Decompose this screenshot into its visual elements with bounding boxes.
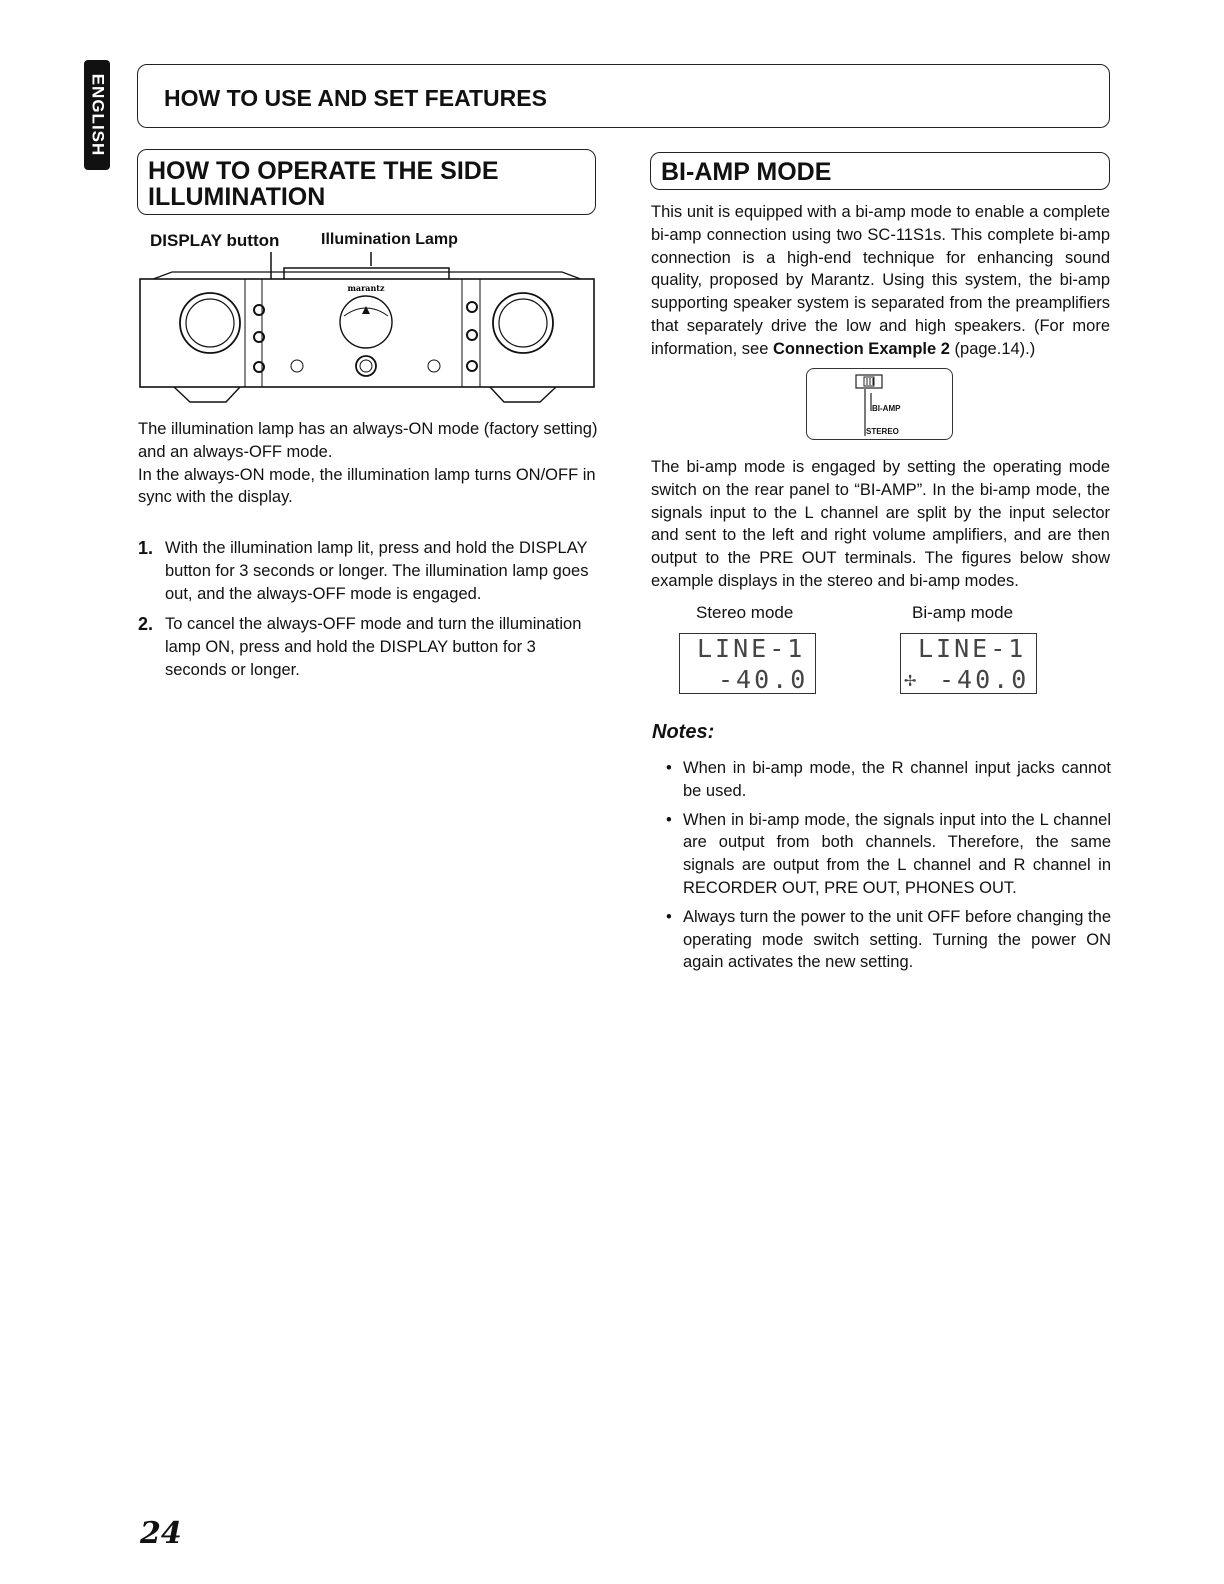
stereo-mode-label: Stereo mode xyxy=(696,603,794,622)
biamp-mode-display xyxy=(900,633,1037,694)
list-item: • Always turn the power to the unit OFF before changing the operating mode switch setting. Turning the power ON again activates the new setting. xyxy=(652,906,1111,974)
step-text: With the illumination lamp lit, press and hold the DISPLAY button for 3 seconds or longer. The illumination lamp goes out, and the always-OFF mode is engaged. xyxy=(165,539,589,603)
biamp-description xyxy=(651,456,1110,593)
section-title-line1: HOW TO OPERATE THE SIDE xyxy=(148,157,499,185)
step-text: To cancel the always-OFF mode and turn the illumination lamp ON, press and hold the DISPLAY button for 3 seconds or longer. xyxy=(165,615,582,679)
display-line-1: LINE-1 xyxy=(918,634,1027,663)
language-tab xyxy=(84,60,110,170)
illumination-steps xyxy=(138,537,598,690)
list-item xyxy=(138,613,598,681)
biamp-intro xyxy=(651,201,1110,361)
biamp-indicator-icon: ✢ xyxy=(904,667,920,691)
page-number: 24 xyxy=(140,1516,182,1551)
notes-list xyxy=(652,757,1111,980)
illumination-lamp-label: Illumination Lamp xyxy=(321,231,458,248)
section-heading-illumination xyxy=(137,149,596,215)
page-header xyxy=(137,64,1110,128)
connection-example-ref: Connection Example 2 xyxy=(772,339,950,358)
list-item: • When in bi-amp mode, the R channel input jacks cannot be used. xyxy=(652,757,1111,803)
biamp-description-text: The bi-amp mode is engaged by setting the operating mode switch on the rear panel to “BI-AMP”. In the bi-amp mode, the signals input to the L channel are split by the input selector and sent to the left and right volume amplifiers, and are then output to the PRE OUT terminals. The figures below show example displays in the stereo and bi-amp modes. xyxy=(651,458,1110,590)
display-line-2: -40.0 xyxy=(718,665,809,694)
switch-label-biamp: BI-AMP xyxy=(872,404,901,413)
biamp-intro-text: This unit is equipped with a bi-amp mode to enable a complete bi-amp connection using two SC-11S1s. This complete bi-amp connection is a high-end technique for enhancing sound quality, proposed by Marantz. Using this system, the bi-amp supporting speaker system is separated from the preamplifiers that separately drive the low and high speakers. (For more information, see xyxy=(651,203,1110,358)
page-title: HOW TO USE AND SET FEATURES xyxy=(164,85,547,111)
amplifier-front-panel-illustration xyxy=(138,250,598,410)
illumination-intro-2: In the always-ON mode, the illumination lamp turns ON/OFF in sync with the display. xyxy=(138,465,596,507)
stereo-mode-display xyxy=(679,633,816,694)
step-number: 2. xyxy=(138,614,154,635)
language-tab-label: ENGLISH xyxy=(88,73,107,157)
list-item xyxy=(138,537,598,605)
display-line-2: -40.0 xyxy=(939,665,1030,694)
illumination-intro-1: The illumination lamp has an always-ON mode (factory setting) and an always-OFF mode. xyxy=(138,420,598,461)
step-number: 1. xyxy=(138,538,154,558)
display-button-label: DISPLAY button xyxy=(150,231,280,250)
device-brand-text: marantz xyxy=(347,283,385,293)
display-line-1: LINE-1 xyxy=(697,634,806,663)
switch-label-stereo: STEREO xyxy=(866,427,899,436)
notes-title: Notes: xyxy=(652,721,715,743)
section-title-line2: ILLUMINATION xyxy=(148,183,326,211)
illumination-intro xyxy=(138,418,598,509)
section-heading-biamp xyxy=(650,152,1110,190)
biamp-mode-label: Bi-amp mode xyxy=(912,603,1014,622)
operating-mode-switch-illustration xyxy=(806,368,953,440)
biamp-intro-page-ref: (page.14).) xyxy=(949,339,1036,358)
section-title-biamp: BI-AMP MODE xyxy=(661,158,832,186)
list-item: • When in bi-amp mode, the signals input into the L channel are output from both channels. Therefore, the same signals are output from the L channel and R channel in RECORDER OUT, PRE OUT, PHONES OUT. xyxy=(652,809,1111,900)
